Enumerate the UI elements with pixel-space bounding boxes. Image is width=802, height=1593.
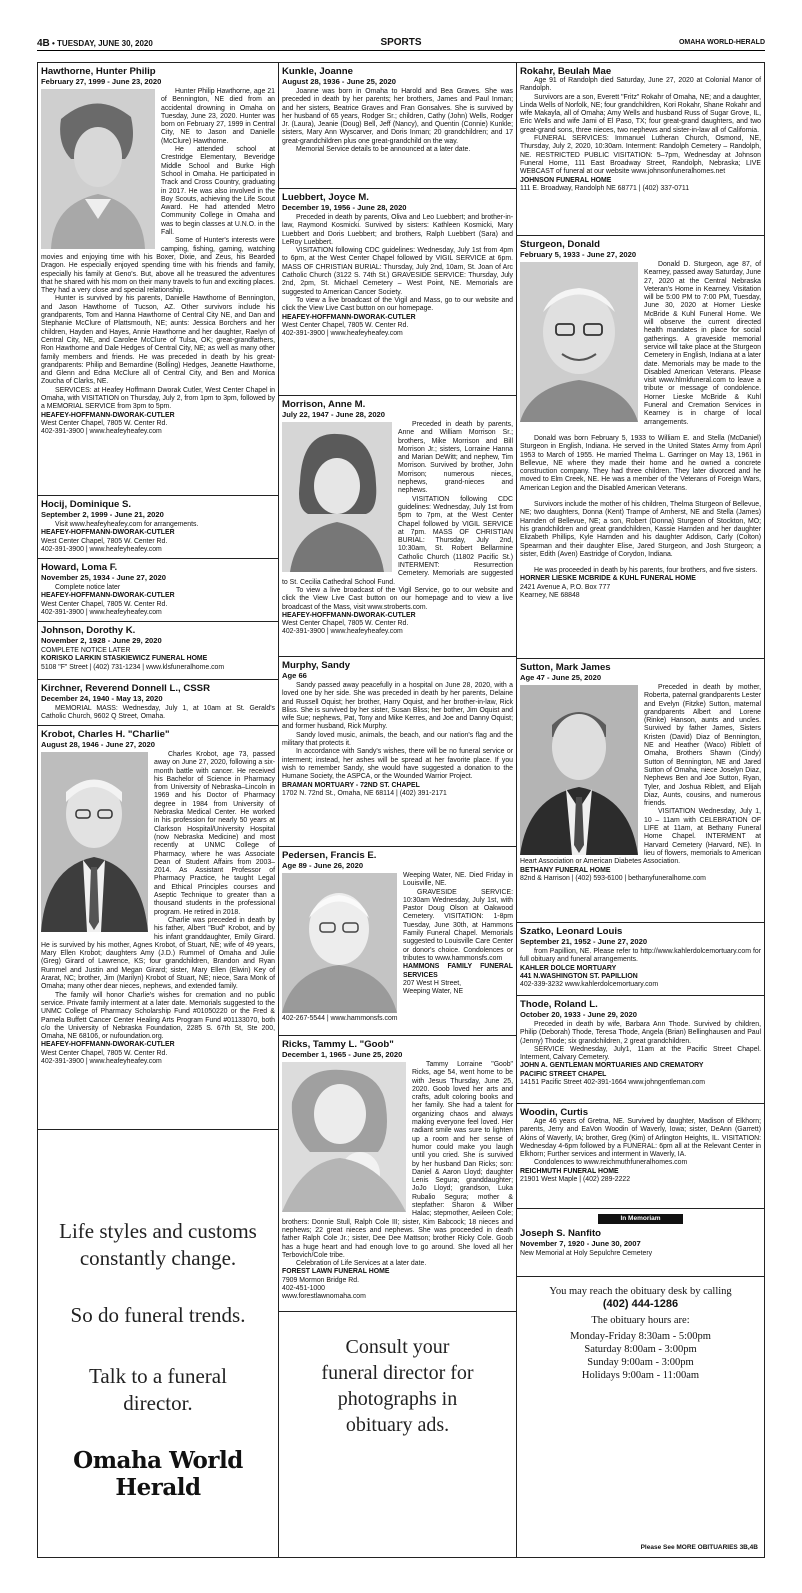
obit-howard [38,559,278,622]
ad-text: Consult your funeral director for photographs in obituary ads. [321,1336,474,1436]
obit-text: Joanne was born in Omaha to Harold and Bea Graves. She was preceded in death by her parents; her brothers, James and Paul Inman; and her sisters, Beatrice Graves and Fran Gonsalves. She is survived by her husband of 65 years, Rodger Sr.; children, Cathy (John) Wells, Rodger Jr. (Laura), Jeanie (Doug) Bell, Jeff (Nancy), and Quentin (Connie) Kunkle; sisters, Mary Ann Wyscarver, and Doris Inman; 20 grandchildren; and 17 great-grandchildren plus one great-grandchild on the way. [282,88,513,145]
portrait-elderly-man-icon [282,873,397,1013]
obit-text: Memorial Service details to be announced at a later date. [296,146,471,154]
portrait-young-man-icon [41,89,155,249]
page-number: 4B [37,38,50,49]
funeral-home: HAMMONS FAMILY FUNERAL SERVICES [403,963,513,979]
obit-text: Hunter is survived by his parents, Danielle Hawthorne of Bennington, and Jason Hawthorne of Tucson, AZ. Other survivors include his grandparents, Tom and Hanna Hawthorne of Central City NE, and Dan and Stephanie McClure of Plattsmouth, NE; aunts: Jessica Borchers and her children, Hayden and Hayes, Annie Hawthorne and her daughter, Raelyn of Central City, NE, and Carolee McClure of Tulsa, OK; great-grandfathers, Ron Hawthorne and Dale Hedges of Central City, NE; as well as many other family members and friends. He was preceded in death by his great-grandparents: Philip and Bernardine (Bolling) Hedges, Jeanette Hawthorne, and Glenn and Edna McClure all of Central City, and Ben and Monica Zoucha of Clarks, NE. [41,295,275,386]
ad-line-1: Life styles and customs constantly change. [59,1219,257,1270]
obit-name: Thode, Roland L. [520,999,598,1010]
funeral-home: FOREST LAWN FUNERAL HOME [282,1268,390,1276]
obit-name: Johnson, Dorothy K. [41,625,136,636]
portrait-photo [282,873,397,1013]
in-memoriam-label: In Memoriam [598,1214,683,1224]
funeral-home: HEAFEY-HOFFMANN-DWORAK-CUTLER [282,313,416,321]
in-memoriam-section [517,1209,764,1277]
funeral-home-address: 402-451-1000 [282,1285,325,1293]
desk-hours-holidays: Holidays 9:00am - 11:00am [581,1370,700,1381]
obit-text: VISITATION Wednesday, July 1, 10 – 11am with CELEBRATION OF LIFE at 11am, at Bethany Funeral Home Chapel. INTERMENT at Harvard Cemetery (Harvard, NE). In lieu of flowers, memorials to American Heart Association or American Diabetes Association. [520,808,761,866]
funeral-home-contact: 402-267-5544 | www.hammonsfs.com [282,1015,398,1022]
obit-szatko [517,923,764,996]
obit-murphy [279,657,516,847]
obit-dates: August 28, 1946 - June 27, 2020 [41,740,155,749]
obit-name: Howard, Loma F. [41,562,118,573]
obit-text: VISITATION following CDC guidelines: Wednesday, July 1st from 5pm to 7pm, at the West Center Chapel followed by VIGIL SERVICE at 7pm. MASS OF CHRISTIAN BURIAL: Thursday, July 2nd, 10:30am, St. Robert Bellarmine Catholic Church (11802 Pacific St.) INTERMENT: Resurrection Cemetery. Memorials are suggested to St. Cecilia Cathedral School Fund. [282,495,513,586]
obit-name: Pedersen, Francis E. [282,850,377,861]
memoriam-text: New Memorial at Holy Sepulchre Cemetery [520,1250,653,1258]
obit-text: MEMORIAL MASS: Wednesday, July 1, at 10am at St. Gerald's Catholic Church, 9602 Q Street, Omaha. [41,705,275,721]
obit-name: Woodin, Curtis [520,1107,589,1118]
obituary-desk-info [517,1277,764,1382]
funeral-home: HEAFEY-HOFFMANN-DWORAK-CUTLER [41,529,175,537]
obit-hocij [38,496,278,559]
funeral-home-address: Weeping Water, NE [403,988,464,996]
obit-text: Condolences to www.reichmuthfuneralhomes.com [534,1159,688,1167]
obit-text: In accordance with Sandy's wishes, there will be no funeral service or interment; instead, her ashes will be spread at her favorite place. If you wish to remember Sandy, she would have suggested a donation to the Humane Society, the ASPCA, or the Wounded Warrior Project. [282,748,513,781]
obit-text: Age 91 of Randolph died Saturday, June 27, 2020 at Colonial Manor of Randolph. [520,77,761,93]
obit-thode [517,996,764,1104]
funeral-home-address: 441 N.WASHINGTON ST. PAPILLION [520,972,638,980]
obit-morrison [279,396,516,657]
obit-dates: November 25, 1934 - June 27, 2020 [41,573,166,582]
obit-name: Hawthorne, Hunter Philip [41,66,156,77]
desk-hours-title: The obituary hours are: [591,1315,690,1326]
obit-text: Preceded in death by parents, Oliva and Leo Luebbert; and brother-in-law, Raymond Kosmicki. Survived by sisters: Kathleen Kosmicki, Mary Luebbert and Doris Luebbert; and brothers, Ralph Luebbert (Sara) and LeRoy Luebbert. [282,214,513,246]
funeral-trends-ad [38,1200,278,1557]
portrait-photo [41,752,148,932]
obit-johnson [38,622,278,680]
portrait-man-suit-icon [520,685,638,855]
obit-text: Hunter Philip Hawthorne, age 21 of Bennington, NE died from an accidental drowning in Omaha on Tuesday, June 23, 2020. Hunter was born on February 27, 1999 in Central City, NE to Jason and Danielle (McClure) Hawthorne. [161,88,275,145]
obit-text: Survivors are a son, Everett "Fritz" Rokahr of Omaha, NE; and a daughter, Linda Wells of Norfolk, NE; four grandchildren, Kori Rokahr, Shane Rokahr and wife Makayla, all of Omaha; Amy Wells and husband Russ of Sugar Grove, IL, Eric Wells and wife Jami of El Paso, TX; four great-grand daughters, and two great-grand sons, three nieces, two nephews and sister-in-law all of California. [520,93,761,134]
funeral-home: KAHLER DOLCE MORTUARY [520,964,617,972]
funeral-home-address: West Center Chapel, 7805 W. Center Rd. [41,419,168,427]
obit-text: Celebration of Life Services at a later date. [296,1260,427,1268]
obit-name: Ricks, Tammy L. "Goob" [282,1039,394,1050]
portrait-woman-with-child-icon [282,1062,406,1212]
obit-text: Complete notice later [55,584,121,591]
obit-dates: November 2, 1928 - June 29, 2020 [41,636,162,645]
obit-name: Szatko, Leonard Louis [520,926,623,937]
funeral-home-contact: 14151 Pacific Street 402-391-1664 www.johngentleman.com [520,1079,706,1087]
obit-text: FUNERAL SERVICES: Immanuel Lutheran Church, Osmond, NE, Thursday, July 2, 2020, 10:30am. Interment: Randolph Cemetery – Randolph, NE. RESTRICTED PUBLIC VISITATION: 5–7pm, Wednesday at Johnson Funeral Home, 111 East Broadway Street, Randolph, Nebraska; LIVE WEBCAST of funeral at our website www.johnsonfuneralhomes.net [520,135,761,176]
desk-hours-weekday: Monday-Friday 8:30am - 5:00pm [570,1331,711,1342]
funeral-home-address: 2421 Avenue A, P.O. Box 777 [520,583,611,591]
obit-name: Kirchner, Reverend Donnell L., CSSR [41,683,210,694]
obit-dates: February 27, 1999 - June 23, 2020 [41,77,162,86]
funeral-home-contact: 5108 "F" Street | (402) 731-1234 | www.klsfuneralhome.com [41,663,225,671]
issue-date: TUESDAY, JUNE 30, 2020 [57,39,153,48]
obit-kirchner [38,680,278,726]
obit-text: To view a live broadcast of the Vigil and Mass, go to our website and click the View Live Cast button on our homepage. [282,296,513,313]
obit-text: He was proceeded in death by his parents, four brothers, and five sisters. [534,567,758,575]
portrait-photo [520,685,638,855]
obit-text: SERVICES: at Heafey Hoffmann Dworak Cutler, West Center Chapel in Omaha, with VISITATION on Thursday, July 2, from 1pm to 3pm, followed by a MEMORIAL SERVICE from 3pm to 5pm. [41,386,275,411]
obit-name: Rokahr, Beulah Mae [520,66,612,77]
page-date: 4B • TUESDAY, JUNE 30, 2020 [37,38,153,49]
obit-text: from Papillion, NE. Please refer to http://www.kahlerdolcemortuary.com for full obituary and funeral arrangements. [520,948,761,964]
funeral-home: KORISKO LARKIN STASKIEWICZ FUNERAL HOME [41,655,208,663]
obit-name: Krobot, Charles H. "Charlie" [41,729,170,740]
funeral-home-contact: 82nd & Harrison | (402) 593-6100 | bethanyfuneralhome.com [520,874,706,882]
obit-text: GRAVESIDE SERVICE: 10:30am Wednesday, July 1st, with Pastor Doug Olson at Oakwood Cemetery. VISITATION: 1-8pm Tuesday, June 30th, at Hammons Family Funeral Chapel. Memorials suggested to Louisville Care Center or donor's choice. Condolences or tributes to www.hammonsfs.com [403,888,513,962]
obit-pedersen [279,847,516,1036]
obit-text: COMPLETE NOTICE LATER [41,647,131,654]
obit-dates: Age 47 - June 25, 2020 [520,673,602,682]
funeral-home: REICHMUTH FUNERAL HOME [520,1167,619,1175]
funeral-home-contact: 402-391-3900 | www.heafeyheafey.com [41,1057,162,1065]
obit-dates: September 21, 1952 - June 27, 2020 [520,937,648,946]
obit-dates: December 24, 1940 - May 13, 2020 [41,694,163,703]
obit-text: To view a live broadcast of the Vigil Service, go to our website and click the View Live Cast button on our homepage and to view a live broadcast of the Mass, visit www.stroberts.com. [282,586,513,611]
funeral-home: HEAFEY-HOFFMANN-DWORAK-CUTLER [282,611,416,619]
newspaper-logo: Omaha World Herald [73,1447,243,1501]
memoriam-name: Joseph S. Nanfito [520,1228,602,1240]
funeral-home-address: Kearney, NE 68848 [520,591,580,599]
obit-name: Sutton, Mark James [520,662,611,673]
photographs-ad [279,1312,516,1557]
funeral-home-address: West Center Chapel, 7805 W. Center Rd. [41,600,168,608]
obit-kunkle [279,63,516,189]
portrait-woman-icon [282,422,392,572]
obit-sutton [517,659,764,923]
obit-text: Sandy loved music, animals, the beach, and our nation's flag and the military that protects it. [282,731,513,748]
funeral-home: BRAMAN MORTUARY - 72ND ST. CHAPEL [282,781,420,789]
funeral-home-address: 207 West H Street, [403,979,462,987]
obit-dates: December 1, 1965 - June 25, 2020 [282,1050,403,1059]
obit-text: Weeping Water, NE. Died Friday in Louisville, NE. [403,872,513,888]
obit-text: Survivors include the mother of his children, Thelma Sturgeon of Bellevue, NE; two daughters, Donna (Kent) Trampe of Amherst, NE and Stella (James) Harnden of Bellevue, NE; a son, Robert (Donna) Sturgeon of Stockton, MO; his grandchildren and great grandchildren, Kassie Harnden and her daughter Elizabeth Phillips, Kyle Harnden and his daughter Addison, Carly (Colton) Spearman and their daughter Elise, Jared Sturgeon, and Josh Sturgeon; a sister, Edith (Aven) Eastridge of Corydon, Indiana. [520,501,761,558]
funeral-home-address: West Center Chapel, 7805 W. Center Rd. [282,620,409,628]
obit-dates: February 5, 1933 - June 27, 2020 [520,250,637,259]
paper-name: OMAHA WORLD-HERALD [678,39,765,46]
portrait-veteran-icon [520,262,638,422]
obit-text: Age 46 years of Gretna, NE. Survived by daughter, Madison of Elkhorn; parents, Jerry and EaVon Woodin of Waverly, Iowa; sister, DeAnn (Garrett) Akins of Waverly, IA; brother, Greg (Kim) of Arlington Heights, IL. VISITATION: Wednesday 4-6pm followed by a FUNERAL: 6pm all at the Relevant Center in Elkhorn; Further services and interment in Waverly, IA. [520,1118,761,1159]
funeral-home-contact: 402-391-3900 | www.heafeyheafey.com [282,628,403,636]
funeral-home-address: PACIFIC STREET CHAPEL [520,1070,607,1078]
obit-text: Preceded in death by wife, Barbara Ann Thode. Survived by children, Philip (Deborah) Thode, Teresa Thode, Angela (Brian) Bellinghausen and Paul (Jenny) Thode; six grandchildren, 2 great grandchildren. [520,1021,761,1045]
funeral-home: BETHANY FUNERAL HOME [520,866,611,874]
funeral-home: HEAFEY-HOFFMANN-DWORAK-CUTLER [41,1041,175,1049]
obit-dates: October 20, 1933 - June 29, 2020 [520,1010,637,1019]
funeral-home: JOHNSON FUNERAL HOME [520,176,612,184]
obit-text: He attended school at Crestridge Elementary, Beveridge Middle School and Burke High School in Omaha. He participated in Track and Cross Country, graduating in 2017. He was also involved in the Boy Scouts, achieving the Life Scout Award. He had attended Metro Community College in Omaha and was to begin classes at U.N.O. in the Fall. [161,146,275,237]
obit-dates: July 22, 1947 - June 28, 2020 [282,410,386,419]
obit-name: Sturgeon, Donald [520,239,600,250]
funeral-home-address: West Center Chapel, 7805 W. Center Rd. [41,1049,168,1057]
obit-text: Preceded in death by parents, Anne and William Morrison Sr.; brothers, Mike Morrison and Bill Morrison Jr.; sisters, Lorraine Hanna and Marian DeWitt; and nephew, Tim Morrison. Survived by brother, John Morrison; numerous nieces, nephews, grand-nieces and nephews. [398,421,513,495]
funeral-home-contact: 402-339-3232 www.kahlerdolcemortuary.com [520,981,659,989]
funeral-home-address: West Center Chapel, 7805 W. Center Rd. [282,321,409,329]
portrait-older-man-icon [41,752,148,932]
column-3 [517,63,764,1557]
funeral-home-address: West Center Chapel, 7805 W. Center Rd. [41,537,168,545]
obit-ricks [279,1036,516,1312]
funeral-home-contact: www.forestlawnomaha.com [282,1293,366,1301]
portrait-photo [282,1062,406,1212]
obit-text: Visit www.heafeyheafey.com for arrangements. [55,521,199,528]
obit-dates: December 19, 1956 - June 28, 2020 [282,203,407,212]
obit-hawthorne [38,63,278,496]
obit-text: SERVICE Wednesday, July1, 11am at the Pacific Street Chapel. Interment, Calvary Cemetery. [520,1045,761,1062]
section-name: SPORTS [380,37,422,48]
desk-hours-saturday: Saturday 8:00am - 3:00pm [584,1344,697,1355]
desk-phone: (402) 444-1286 [602,1298,679,1310]
obit-name: Luebbert, Joyce M. [282,192,369,203]
funeral-home-contact: 402-391-3900 | www.heafeyheafey.com [41,428,162,436]
funeral-home-contact: 21901 West Maple | (402) 289-2222 [520,1176,631,1184]
portrait-photo [520,262,638,422]
funeral-home: HORNER LIESKE MCBRIDE & KUHL FUNERAL HOME [520,575,696,583]
obit-name: Murphy, Sandy [282,660,351,671]
funeral-home-address: 7909 Mormon Bridge Rd. [282,1276,359,1284]
funeral-home: HEAFEY-HOFFMANN-DWORAK-CUTLER [41,411,175,419]
column-1 [38,63,279,1557]
obit-name: Morrison, Anne M. [282,399,366,410]
funeral-home-contact: 111 E. Broadway, Randolph NE 68771 | (402) 337-0711 [520,184,690,192]
ad-line-2: So do funeral trends. [70,1303,246,1327]
obit-luebbert [279,189,516,396]
obit-text: Charlie was preceded in death by his father, Albert "Bud" Krobot, and by his infant granddaughter, Emily Girard. He is survived by his mother, Agnes Krobot, of Stuart, NE; wife of 49 years, Mary Ellen Krobot; daughters Amy (J.D.) Rummel of Omaha and Julie (Greg) Girard of Lawrence, KS; four grandchildren, Brandon and Ryan Rummel and Justin and Megan Girard; sister, Mary Ellen (Elwin) Key of Ararat, NC; brother, Jim (Marilyn) Krobot of Stuart, NE; niece, Sara Monk of Omaha; many other dear nieces, nephews, and extended family. [41,916,275,991]
portrait-photo [41,89,155,249]
obit-text: Sandy passed away peacefully in a hospital on June 28, 2020, with a loved one by her side. She was preceded in death by her parents, Delaine and Russell Oquist; her brother, Harry Oquist, and her brother-in-law, Rick Bliss. She is survived by her sister, Susan Bliss; her bother, Jim Oquist and wife Sue; nephews, Pat, Tony and Mike Kerres, and Joe and Danny Oquist; and former husband, Rick Murphy. [282,682,513,731]
see-more-obituaries: Please See MORE OBITUARIES 3B,4B [640,1544,758,1551]
obit-text: Charles Krobot, age 73, passed away on June 27, 2020, following a six-month battle with cancer. He received his Bachelor of Science in Pharmacy from University of Nebraska–Lincoln in 1969 and his Doctor of Pharmacy degree in 1984 from University of Nebraska Medical Center. He worked in his profession for nearly 50 years at Clarkson Hospital/University Hospital (now Nebraska Medicine) and most recently at UNMC College of Pharmacy, where he was Associate Dean of Student Affairs from 2003–2014. As Assistant Professor of Pharmacy Practice, he taught Legal and Ethical Principles courses and Aseptic Technique to greater than a thousand students in the professional program. He retired in 2018. [154,751,275,916]
obit-rokahr [517,63,764,236]
ad-line-3: Talk to a funeral director. [89,1364,227,1415]
funeral-home-contact: 402-391-3900 | www.heafeyheafey.com [41,545,162,553]
obit-dates: Age 89 - June 26, 2020 [282,861,364,870]
obit-name: Hocij, Dominique S. [41,499,132,510]
obituary-page [37,62,765,1558]
obit-sturgeon [517,236,764,659]
desk-call-line: You may reach the obituary desk by calling [549,1286,732,1297]
obit-text: VISITATION following CDC guidelines: Wednesday, July 1st from 4pm to 6pm, at the West Center Chapel followed by VIGIL SERVICE at 6pm. MASS OF CHRISTIAN BURIAL: Thursday, July 2nd, 10am, St. Joan of Arc Catholic Church (3122 S. 74th St.) GRAVESIDE SERVICE: Thursday, July 2nd, 2pm, St. Michael Cemetery – West Point, NE. Memorials are suggested to American Cancer Society. [282,247,513,296]
portrait-photo [282,422,392,572]
memoriam-dates: November 7, 1920 - June 30, 2007 [520,1239,641,1249]
obit-text: Preceded in death by mother, Roberta, paternal grandparents Lester and Evelyn (Fitzke) Sutton, maternal grandparents Albert and Lorene (Rinke) Hanson, aunts and uncles. Survived by father James, Sisters Kristen (David) Diaz of Bennington, NE and Heather (Waco) Riblett of Omaha, Brothers Shawn (Cindy) Sutton of Bennington, NE and Jared Sutton of Omaha, niece Joselyn Diaz, Nephews Ben and Joe Sutton, Ryan, Tyler, and Joshua Riblett, and Elijah Diaz, Aunts, cousins, and numerous friends. [644,684,761,808]
obit-text: Some of Hunter's interests were camping, fishing, gaming, watching movies and enjoying time with his Boxer, Dixie, and Zeus, his Bearded Dragon. He especially enjoyed spending time with his friends and family, especially his family at Geno's. But, above all he treasured the adventures that he shared with his mom on their many travels to fun and exciting places. They had a very close and special relationship. [41,237,275,295]
funeral-home-contact: 402-391-3900 | www.heafeyheafey.com [41,608,162,616]
obit-text: Donald was born February 5, 1933 to William E. and Stella (McDaniel) Sturgeon in English, Indiana. He served in the United States Army from April 1953 to March of 1955. He married Thelma L. Garringer on May 13, 1961 in Bellevue, NE where they made their home and he owned a concrete construction company. They had three children. They later divorced and he moved to Elm Creek, NE. He was a member of the Veterans of Foreign Wars, American Legion and the Disabled American Veterans. [520,434,761,492]
obit-dates: Age 66 [282,671,307,680]
obit-dates: September 2, 1999 - June 21, 2020 [41,510,164,519]
column-2 [279,63,517,1557]
obit-name: Kunkle, Joanne [282,66,353,77]
page-header [37,37,765,51]
desk-hours-sunday: Sunday 9:00am - 3:00pm [587,1357,694,1368]
obit-dates: August 28, 1936 - June 25, 2020 [282,77,396,86]
funeral-home-contact: 1702 N. 72nd St., Omaha, NE 68114 | (402) 391-2171 [282,789,447,797]
funeral-home: HEAFEY-HOFFMANN-DWORAK-CUTLER [41,592,175,600]
obit-woodin [517,1104,764,1209]
funeral-home: JOHN A. GENTLEMAN MORTUARIES AND CREMATORY [520,1062,704,1070]
obit-text: Donald D. Sturgeon, age 87, of Kearney, passed away Saturday, June 27, 2020 at the Central Nebraska Veteran's Home in Kearney. Visitation will be 5:00 PM to 7:00 PM, Tuesday, June 30, 2020 at Horner Lieske McBride & Kuhl Funeral Home. We will observe the current directed health mandates in place for social gatherings. A graveside memorial service will take place at the Sturgeon Cemetery in English, Indiana at a later date. Memorials may be made to the Disabled American Veterans. Please visit www.hlmkfuneral.com to leave a tribute or message of condolence. Horner Lieske McBride & Kuhl Funeral and Cremation Services in Kearney is in charge of local arrangements. [644,261,761,426]
funeral-home-contact: 402-391-3900 | www.heafeyheafey.com [282,330,403,338]
obit-text: Tammy Lorraine "Goob" Ricks, age 54, went home to be with Jesus Thursday, June 25, 2020. Goob loved her arts and crafts, adult coloring books and her family. She had a talent for organizing chaos and always making everyone feel loved. Her radiant smile was sure to lighten up a room and her sense of humor could make you laugh until you cried. She is survived by her husband Dan Ricks; son: Daniel & Aaron Lloyd; daughter Lenis Segura; granddaughter; JoJo Lloyd; grandson, Luka Rubalio Segura; mother & stepfather: Sharon & Wilber Halac; stepmother, Aeileen Cole; brothers: Donnie Stull, Ralph Cole III; sister, Kim Babcock; 18 nieces and nephews; 22 great nieces and nephews. She was proceeded in death father Ralph Cole Jr.; sister, Dee Dee Mattson; brother Ricky Cole. Goob has a huge heart and had enough love to go around. She loved all her Terbovich/Cole tribe. [282,1061,513,1259]
obit-text: The family will honor Charlie's wishes for cremation and no public service. Private family interment at a later date. Memorials suggested to the UNMC College of Pharmacy Scholarship Fund #01050220 or the Fred & Pamela Buffett Cancer Center Healing Arts Program Fund #01133070, both c/o the University of Nebraska Foundation, 2285 S. 67th St, Ste 200, Omaha, NE 68106, or nufoundation.org. [41,991,275,1041]
obit-krobot [38,726,278,1130]
